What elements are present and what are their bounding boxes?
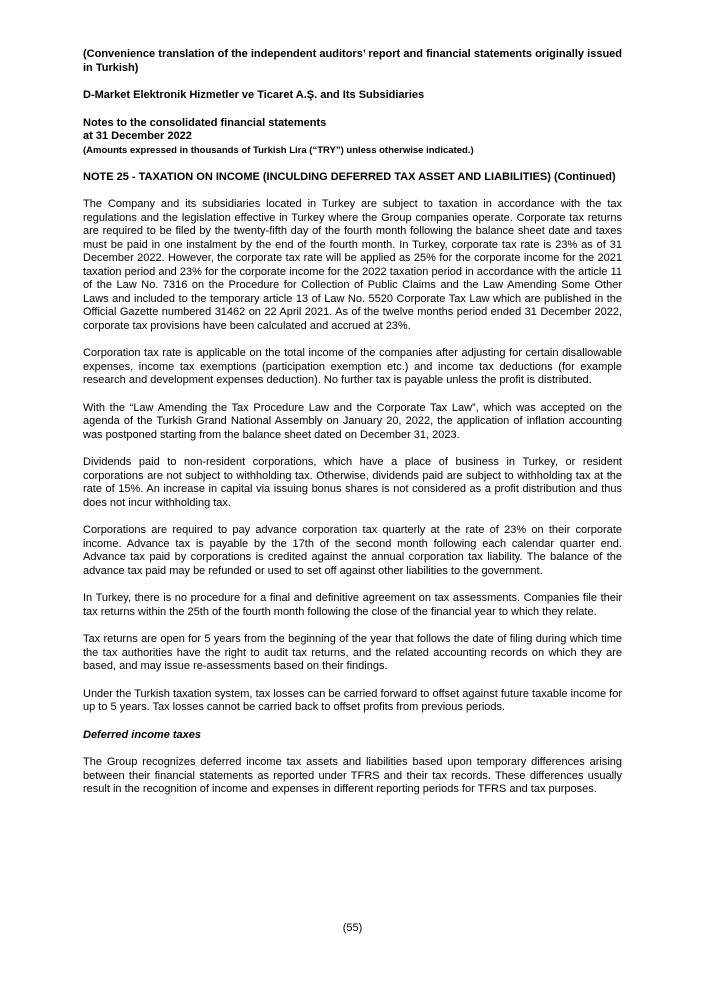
paragraph-tax-losses: Under the Turkish taxation system, tax losses can be carried forward to offset against future taxable income for up to 5 years. Tax losses cannot be carried back to offset profits from previous periods. — [83, 687, 622, 713]
statement-date: at 31 December 2022 — [83, 130, 192, 142]
page-number: (55) — [342, 921, 363, 934]
paragraph-tax-assessments: In Turkey, there is no procedure for a final and definitive agreement on tax assessments. Companies file their tax returns within the 25th of the fourth month following the close of the financial year to which they relate. — [83, 592, 622, 618]
note-25-heading: NOTE 25 - TAXATION ON INCOME (INCULDING DEFERRED TAX ASSET AND LIABILITIES) (Continued) — [83, 170, 616, 183]
paragraph-deferred-income-taxes: The Group recognizes deferred income tax assets and liabilities based upon temporary differences arising between their financial statements as reported under TFRS and their tax records. These differences usually result in the recognition of income and expenses in different reporting periods for TFRS and tax purposes. — [83, 756, 622, 795]
statement-title-block — [83, 117, 622, 157]
deferred-income-taxes-heading: Deferred income taxes — [83, 728, 201, 741]
paragraph-taxation-overview: The Company and its subsidiaries located in Turkey are subject to taxation in accordance with the tax regulations and the legislation effective in Turkey where the Group companies operate. Corporate tax returns are required to be filed by the twenty-fifth day of the fourth month following the balance sheet date and taxes must be paid in one instalment by the end of the fourth month. In Turkey, corporate tax rate is 23% as of 31 December 2022. However, the corporate tax rate will be applied as 25% for the corporate income for the 2021 taxation period and 23% for the corporate income for the 2022 taxation period in accordance with the article 11 of the Law No. 7316 on the Procedure for Collection of Public Claims and the Law Amending Some Other Laws and included to the temporary article 13 of Law No. 5520 Corporate Tax Law which are published in the Official Gazette numbered 31462 on 22 April 2021. As of the twelve months period ended 31 December 2022, corporate tax provisions have been calculated and accrued at 23%. — [83, 198, 622, 332]
company-name: D-Market Elektronik Hizmetler ve Ticaret A.Ş. and Its Subsidiaries — [83, 89, 425, 101]
paragraph-advance-corporation-tax: Corporations are required to pay advance corporation tax quarterly at the rate of 23% on their corporate income. Advance tax is payable by the 17th of the second month following each calendar quarter end. Advance tax paid by corporations is credited against the annual corporation tax liability. The balance of the advance tax paid may be refunded or used to set off against other liabilities to the government. — [83, 524, 622, 577]
translation-note: (Convenience translation of the independent auditors’ report and financial statements originally issued in Turkish) — [83, 48, 622, 74]
amounts-note: (Amounts expressed in thousands of Turkish Lira (“TRY”) unless otherwise indicated.) — [83, 144, 474, 156]
paragraph-tax-returns-audit: Tax returns are open for 5 years from the beginning of the year that follows the date of filing during which time the tax authorities have the right to audit tax returns, and the related accounting records on which they are based, and may issue re-assessments based on their findings. — [83, 633, 622, 672]
paragraph-corporation-tax-rate: Corporation tax rate is applicable on the total income of the companies after adjusting for certain disallowable expenses, income tax exemptions (participation exemption etc.) and income tax deductions (for example research and development expenses deduction). No further tax is payable unless the profit is distributed. — [83, 347, 622, 386]
paragraph-dividends-withholding: Dividends paid to non-resident corporations, which have a place of business in Turkey, or resident corporations are not subject to withholding tax. Otherwise, dividends paid are subject to withholding tax at the rate of 15%. An increase in capital via issuing bonus shares is not considered as a profit distribution and thus does not incur withholding tax. — [83, 456, 622, 509]
statement-title: Notes to the consolidated financial statements — [83, 116, 327, 129]
paragraph-inflation-accounting: With the “Law Amending the Tax Procedure Law and the Corporate Tax Law”, which was accepted on the agenda of the Turkish Grand National Assembly on January 20, 2022, the application of inflation accounting was postponed starting from the balance sheet dated on December 31, 2023. — [83, 401, 622, 441]
